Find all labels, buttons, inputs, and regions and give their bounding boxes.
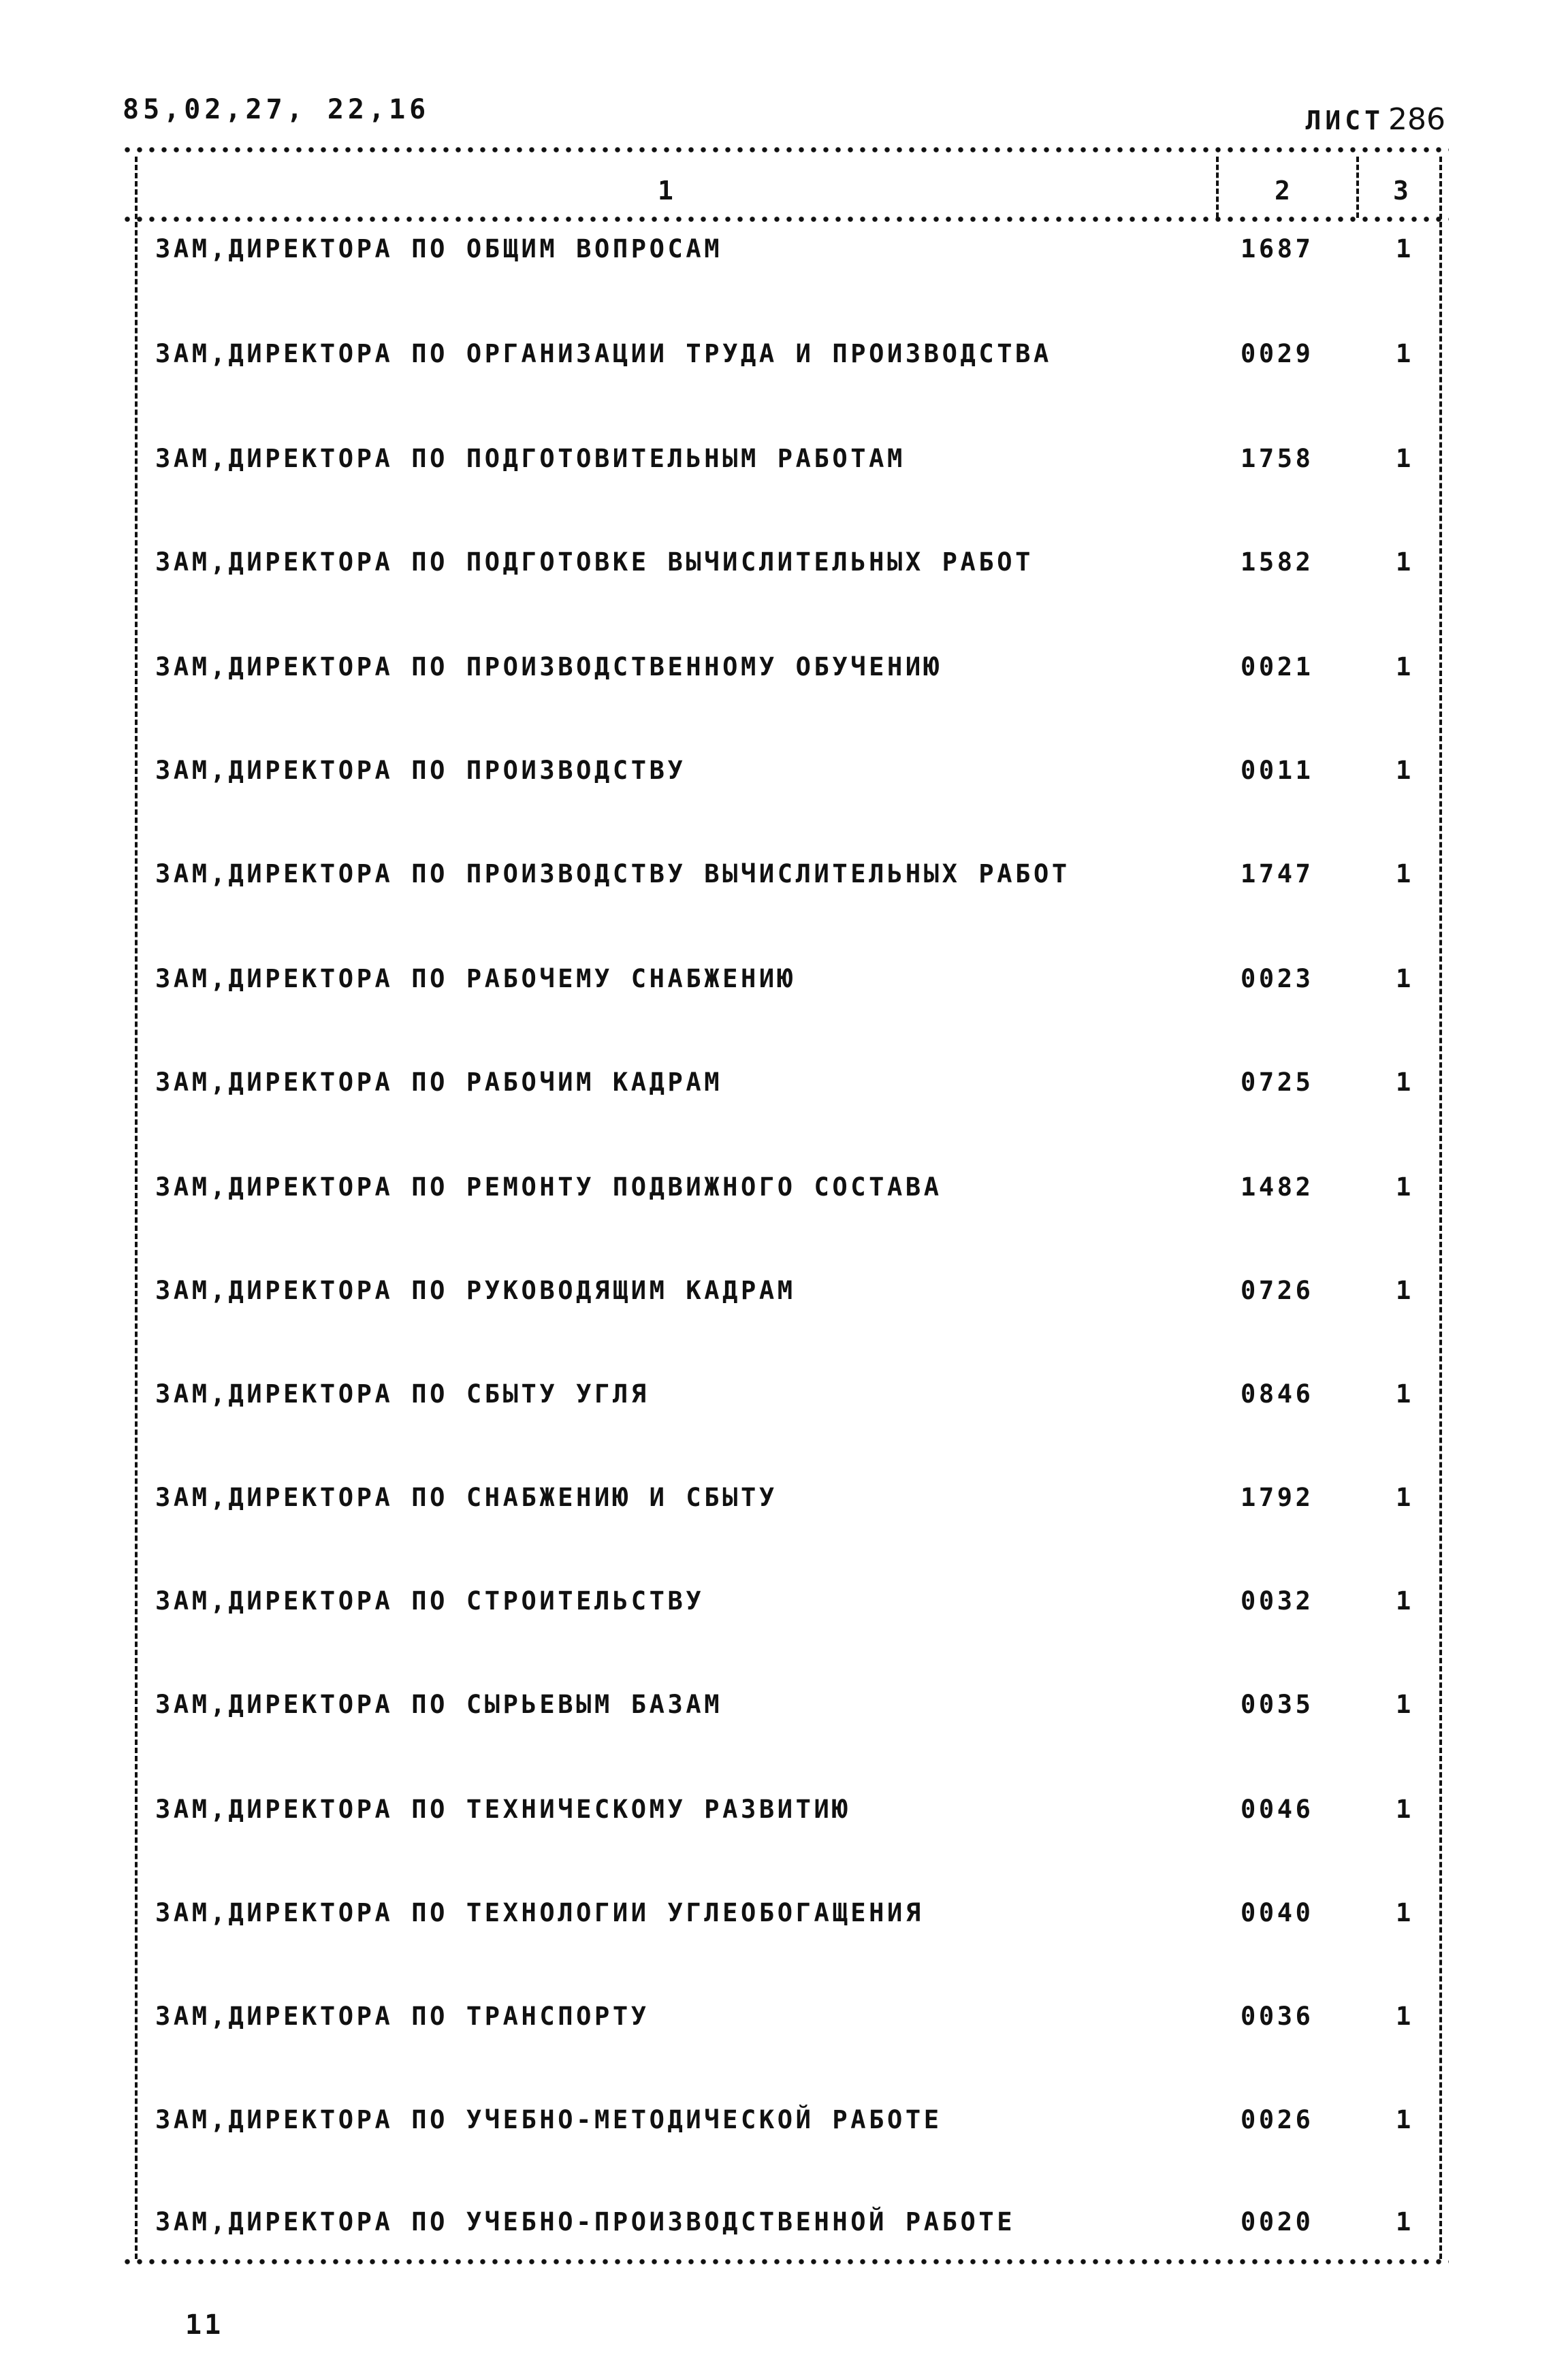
position-code: 0026 bbox=[1241, 2105, 1314, 2134]
position-flag: 1 bbox=[1396, 1483, 1411, 1512]
position-flag: 1 bbox=[1396, 2002, 1411, 2031]
right-rule bbox=[1439, 157, 1442, 2259]
position-flag: 1 bbox=[1396, 444, 1411, 473]
position-title: ЗАМ,ДИРЕКТОРА ПО УЧЕБНО-МЕТОДИЧЕСКОЙ РАБОТЕ bbox=[155, 2105, 942, 2134]
position-flag: 1 bbox=[1396, 652, 1411, 682]
position-code: 0725 bbox=[1241, 1068, 1314, 1097]
position-code: 1482 bbox=[1241, 1172, 1314, 1202]
position-flag: 1 bbox=[1396, 1586, 1411, 1616]
position-title: ЗАМ,ДИРЕКТОРА ПО СНАБЖЕНИЮ И СБЫТУ bbox=[155, 1483, 778, 1512]
position-title: ЗАМ,ДИРЕКТОРА ПО РЕМОНТУ ПОДВИЖНОГО СОСТАВА bbox=[155, 1172, 942, 1202]
column-heading-1: 1 bbox=[658, 176, 673, 206]
position-code: 1758 bbox=[1241, 444, 1314, 473]
position-flag: 1 bbox=[1396, 2207, 1411, 2237]
page-number: 11 bbox=[185, 2309, 224, 2341]
position-code: 0846 bbox=[1241, 1379, 1314, 1409]
position-title: ЗАМ,ДИРЕКТОРА ПО ТРАНСПОРТУ bbox=[155, 2002, 650, 2031]
sheet-number: 286 bbox=[1388, 102, 1445, 137]
position-code: 0035 bbox=[1241, 1690, 1314, 1719]
position-flag: 1 bbox=[1396, 1690, 1411, 1719]
position-code: 0011 bbox=[1241, 756, 1314, 785]
position-flag: 1 bbox=[1396, 964, 1411, 993]
position-title: ЗАМ,ДИРЕКТОРА ПО РАБОЧЕМУ СНАБЖЕНИЮ bbox=[155, 964, 796, 993]
document-code: 85,02,27, 22,16 bbox=[123, 94, 430, 125]
position-flag: 1 bbox=[1396, 859, 1411, 888]
position-flag: 1 bbox=[1396, 1379, 1411, 1409]
position-code: 0023 bbox=[1241, 964, 1314, 993]
position-code: 0032 bbox=[1241, 1586, 1314, 1616]
position-title: ЗАМ,ДИРЕКТОРА ПО СЫРЬЕВЫМ БАЗАМ bbox=[155, 1690, 723, 1719]
bottom-border bbox=[121, 2258, 1449, 2266]
position-code: 0020 bbox=[1241, 2207, 1314, 2237]
position-code: 1687 bbox=[1241, 234, 1314, 263]
position-title: ЗАМ,ДИРЕКТОРА ПО ТЕХНОЛОГИИ УГЛЕОБОГАЩЕНИЯ bbox=[155, 1898, 924, 1927]
position-code: 0046 bbox=[1241, 1795, 1314, 1824]
column-heading-3: 3 bbox=[1393, 176, 1409, 206]
header-separator bbox=[121, 215, 1449, 223]
position-flag: 1 bbox=[1396, 1276, 1411, 1305]
position-code: 1747 bbox=[1241, 859, 1314, 888]
position-code: 0021 bbox=[1241, 652, 1314, 682]
position-title: ЗАМ,ДИРЕКТОРА ПО ПОДГОТОВИТЕЛЬНЫМ РАБОТАМ bbox=[155, 444, 906, 473]
position-title: ЗАМ,ДИРЕКТОРА ПО ОРГАНИЗАЦИИ ТРУДА И ПРОИЗВОДСТВА bbox=[155, 339, 1052, 368]
position-title: ЗАМ,ДИРЕКТОРА ПО ПОДГОТОВКЕ ВЫЧИСЛИТЕЛЬНЫХ РАБОТ bbox=[155, 547, 1034, 577]
position-title: ЗАМ,ДИРЕКТОРА ПО ОБЩИМ ВОПРОСАМ bbox=[155, 234, 723, 263]
position-title: ЗАМ,ДИРЕКТОРА ПО ПРОИЗВОДСТВУ bbox=[155, 756, 686, 785]
position-flag: 1 bbox=[1396, 1795, 1411, 1824]
position-flag: 1 bbox=[1396, 339, 1411, 368]
position-title: ЗАМ,ДИРЕКТОРА ПО РУКОВОДЯЩИМ КАДРАМ bbox=[155, 1276, 796, 1305]
position-code: 1582 bbox=[1241, 547, 1314, 577]
position-title: ЗАМ,ДИРЕКТОРА ПО СТРОИТЕЛЬСТВУ bbox=[155, 1586, 705, 1616]
position-code: 0029 bbox=[1241, 339, 1314, 368]
position-title: ЗАМ,ДИРЕКТОРА ПО СБЫТУ УГЛЯ bbox=[155, 1379, 650, 1409]
position-flag: 1 bbox=[1396, 547, 1411, 577]
position-title: ЗАМ,ДИРЕКТОРА ПО ПРОИЗВОДСТВЕННОМУ ОБУЧЕНИЮ bbox=[155, 652, 942, 682]
position-flag: 1 bbox=[1396, 234, 1411, 263]
column-heading-2: 2 bbox=[1275, 176, 1290, 206]
column-rule-2-3 bbox=[1356, 157, 1359, 218]
position-flag: 1 bbox=[1396, 756, 1411, 785]
column-rule-1-2 bbox=[1216, 157, 1219, 218]
position-title: ЗАМ,ДИРЕКТОРА ПО УЧЕБНО-ПРОИЗВОДСТВЕННОЙ РАБОТЕ bbox=[155, 2207, 1016, 2237]
sheet-label: ЛИСТ bbox=[1305, 106, 1385, 135]
position-title: ЗАМ,ДИРЕКТОРА ПО ПРОИЗВОДСТВУ ВЫЧИСЛИТЕЛЬНЫХ РАБОТ bbox=[155, 859, 1070, 888]
position-code: 0040 bbox=[1241, 1898, 1314, 1927]
position-flag: 1 bbox=[1396, 1898, 1411, 1927]
sheet-label-group bbox=[1306, 102, 1446, 137]
position-code: 0036 bbox=[1241, 2002, 1314, 2031]
position-flag: 1 bbox=[1396, 2105, 1411, 2134]
position-code: 0726 bbox=[1241, 1276, 1314, 1305]
left-rule bbox=[135, 157, 138, 2259]
position-title: ЗАМ,ДИРЕКТОРА ПО РАБОЧИМ КАДРАМ bbox=[155, 1068, 723, 1097]
position-flag: 1 bbox=[1396, 1068, 1411, 1097]
position-title: ЗАМ,ДИРЕКТОРА ПО ТЕХНИЧЕСКОМУ РАЗВИТИЮ bbox=[155, 1795, 851, 1824]
position-flag: 1 bbox=[1396, 1172, 1411, 1202]
position-code: 1792 bbox=[1241, 1483, 1314, 1512]
top-border bbox=[121, 146, 1449, 154]
